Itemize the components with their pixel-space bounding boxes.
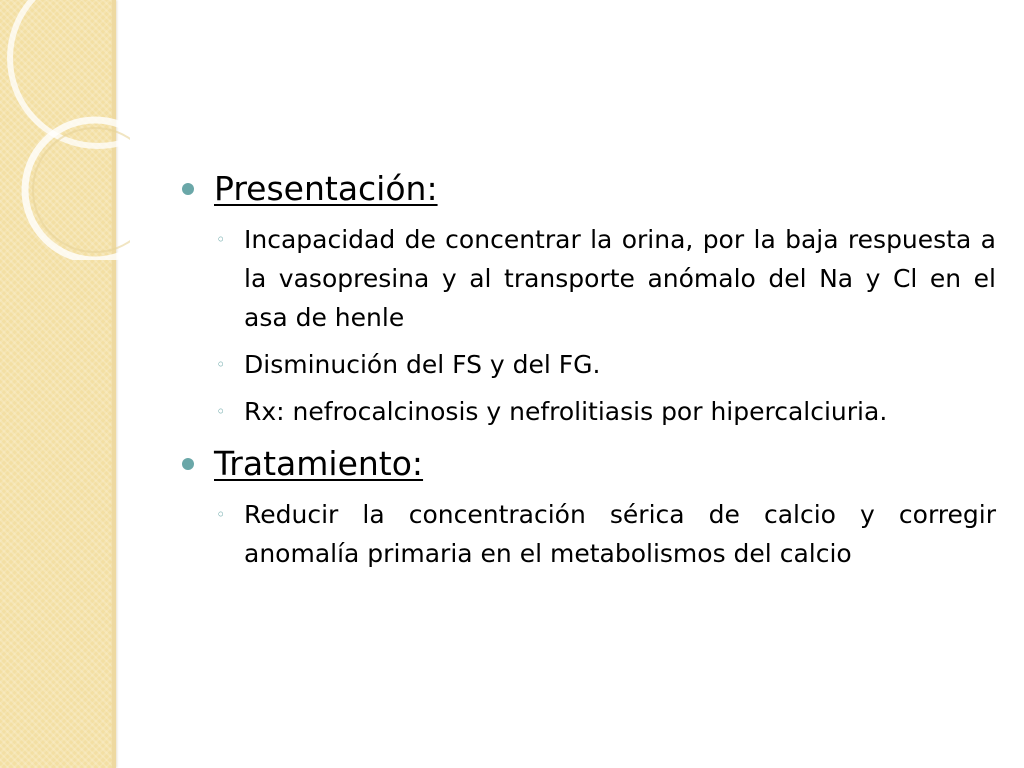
list-item-text: Reducir la concentración sérica de calcio y corregir anomalía primaria en el metabolismos del calcio (244, 500, 996, 568)
list-item-text: Incapacidad de concentrar la orina, por la baja respuesta a la vasopresina y al transporte anómalo del Na y Cl en el asa de henle (244, 225, 996, 332)
sub-bullet-icon: ◦ (216, 230, 226, 249)
list-item (216, 495, 996, 573)
section-heading-presentacion (178, 166, 996, 212)
list-item-text: Disminución del FS y del FG. (244, 350, 601, 379)
sub-bullet-icon: ◦ (216, 505, 226, 524)
decorative-rings (0, 0, 130, 260)
list-item (216, 392, 996, 431)
list-item (216, 220, 996, 337)
bullet-icon (182, 183, 194, 195)
bullet-icon (182, 458, 194, 470)
slide-content (178, 166, 996, 573)
section-title: Tratamiento: (214, 444, 424, 483)
section-heading-tratamiento (178, 441, 996, 487)
list-item-text: Rx: nefrocalcinosis y nefrolitiasis por hipercalciuria. (244, 397, 888, 426)
section-title: Presentación: (214, 169, 438, 208)
list-item (216, 345, 996, 384)
sub-bullet-icon: ◦ (216, 355, 226, 374)
sub-bullet-icon: ◦ (216, 402, 226, 421)
